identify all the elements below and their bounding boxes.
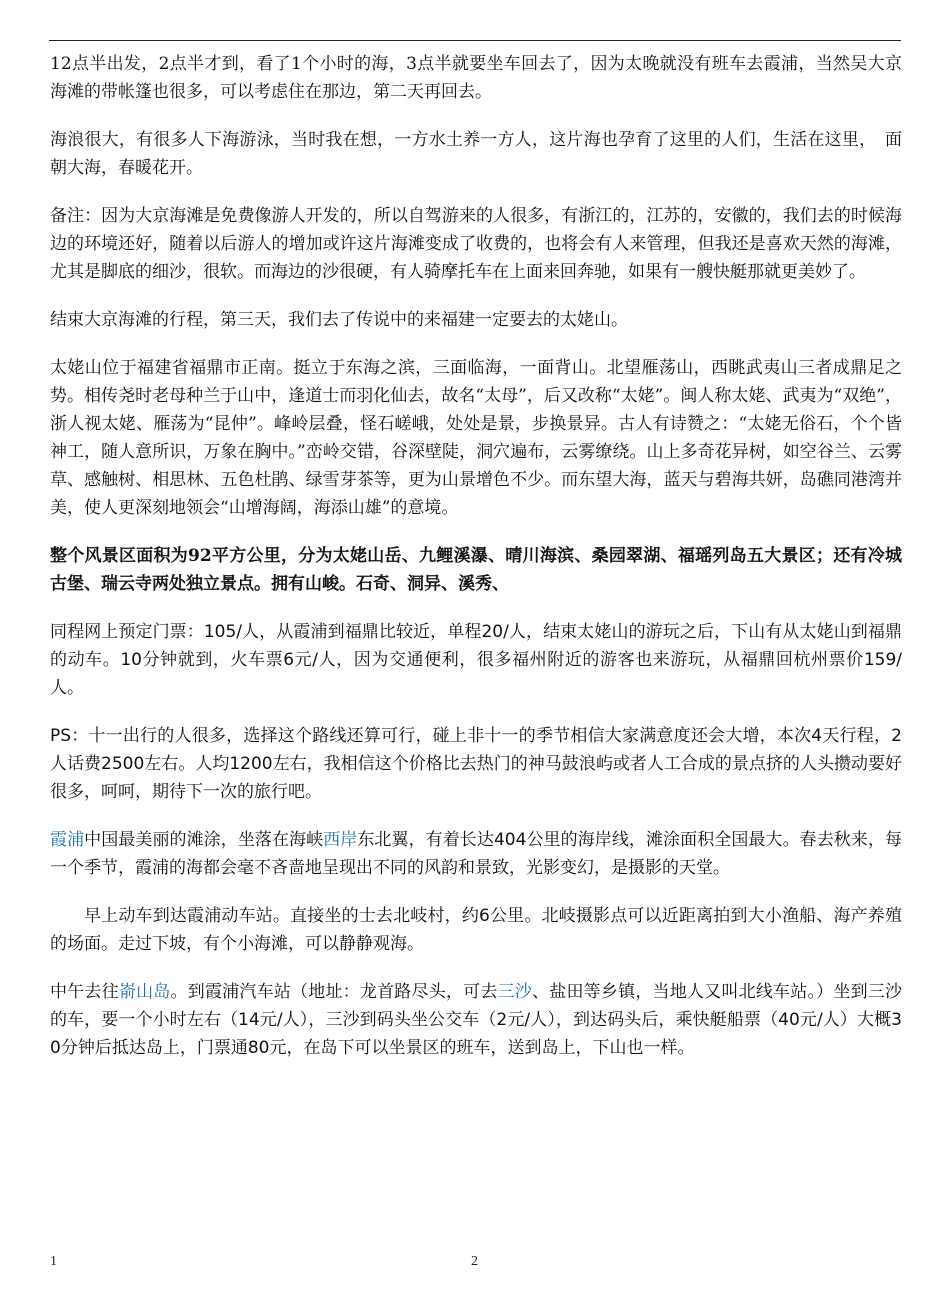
- paragraph: [50, 50, 902, 106]
- paragraph: [50, 306, 902, 334]
- page-number-center: 2: [471, 1254, 478, 1269]
- document-body: [50, 50, 902, 1082]
- paragraph-text: 结束大京海滩的行程，第三天，我们去了传说中的来福建一定要去的太姥山。: [50, 310, 628, 330]
- paragraph-text: 。到霞浦汽车站（地址：龙首路尽头，可去: [170, 982, 498, 1002]
- paragraph-text: 东北翼，有着长达404公里的海岸线，滩涂面积全国最大。春去秋来，每一个季节，霞浦的海都会毫不吝啬地呈现出不同的风韵和景致，光影变幻，是摄影的天堂。: [50, 830, 903, 878]
- paragraph-text: 备注：因为大京海滩是免费像游人开发的，所以自驾游来的人很多，有浙江的，江苏的，安徽的，我们去的时候海边的环境还好，随着以后游人的增加或许这片海滩变成了收费的，也将会有人来管理，但我还是喜欢天然的海滩，尤其是脚底的细沙，很软。而海边的沙很硬，有人骑摩托车在上面来回奔驰，如果有一艘快艇那就更美妙了。: [50, 206, 902, 282]
- paragraph: [50, 202, 902, 286]
- paragraph: [50, 126, 902, 182]
- inline-link[interactable]: 霞浦: [50, 830, 85, 850]
- paragraph-text: 12点半出发，2点半才到，看了1个小时的海，3点半就要坐车回去了，因为太晚就没有班车去霞浦，当然吴大京海滩的带帐篷也很多，可以考虑住在那边，第二天再回去。: [50, 54, 902, 102]
- paragraph-text: 整个风景区面积为92平方公里，分为太姥山岳、九鲤溪瀑、晴川海滨、桑园翠湖、福瑶列岛五大景区；还有冷城古堡、瑞云寺两处独立景点。拥有山峻。石奇、洞异、溪秀、: [50, 546, 902, 594]
- paragraph-text: 同程网上预定门票：105/人，从霞浦到福鼎比较近，单程20/人，结束太姥山的游玩之后，下山有从太姥山到福鼎的动车。10分钟就到，火车票6元/人，因为交通便利，很多福州附近的游客也来游玩，从福鼎回杭州票价159/人。: [50, 622, 902, 698]
- inline-link[interactable]: 三沙: [497, 982, 533, 1002]
- paragraph-text: 中午去往: [50, 982, 119, 1002]
- inline-link[interactable]: 嵛山岛: [118, 982, 171, 1002]
- paragraph-text: 、盐田等乡镇，当地人又叫北线车站。）坐到三沙的车，要一个小时左右（14元/人），三沙到码头坐公交车（2元/人），到达码头后，乘快艇船票（40元/人）大概30分钟后抵达岛上，门票通80元，在岛下可以坐景区的班车，送到岛上，下山也一样。: [50, 982, 903, 1058]
- paragraph: [50, 722, 902, 806]
- inline-link[interactable]: 西岸: [323, 830, 358, 850]
- page-number-left: 1: [50, 1254, 57, 1269]
- header-rule: [49, 40, 901, 41]
- paragraph-text: PS：十一出行的人很多，选择这个路线还算可行，碰上非十一的季节相信大家满意度还会大增，本次4天行程，2人话费2500左右。人均1200左右，我相信这个价格比去热门的神马鼓浪屿或者人工合成的景点挤的人头攒动要好很多，呵呵，期待下一次的旅行吧。: [50, 726, 902, 802]
- paragraph: [50, 902, 902, 958]
- paragraph: [50, 826, 902, 882]
- paragraph-text: 中国最美丽的滩涂，坐落在海峡: [84, 830, 324, 850]
- paragraph: [50, 978, 902, 1062]
- paragraph-text: 海浪很大，有很多人下海游泳，当时我在想，一方水土养一方人，这片海也孕育了这里的人们，生活在这里， 面朝大海，春暖花开。: [50, 130, 902, 178]
- paragraph: [50, 542, 902, 598]
- paragraph-text: 早上动车到达霞浦动车站。直接坐的士去北岐村，约6公里。北岐摄影点可以近距离拍到大小渔船、海产养殖的场面。走过下坡，有个小海滩，可以静静观海。: [50, 906, 902, 954]
- paragraph: [50, 354, 902, 522]
- paragraph-text: 太姥山位于福建省福鼎市正南。挺立于东海之滨，三面临海，一面背山。北望雁荡山，西眺武夷山三者成鼎足之势。相传尧时老母种兰于山中，逢道士而羽化仙去，故名“太母”，后又改称“太姥”。闽人称太姥、武夷为“双绝”，浙人视太姥、雁荡为“昆仲”。峰岭层叠，怪石嵯峨，处处是景，步换景异。古人有诗赞之：“太姥无俗石，个个皆神工，随人意所识，万象在胸中。”峦岭交错，谷深壁陡，洞穴遍布，云雾缭绕。山上多奇花异树，如空谷兰、云雾草、感触树、相思林、五色杜鹃、绿雪芽茶等，更为山景增色不少。而东望大海，蓝天与碧海共妍，岛礁同港湾并美，使人更深刻地领会“山增海阔，海添山雄”的意境。: [50, 358, 902, 518]
- paragraph: [50, 618, 902, 702]
